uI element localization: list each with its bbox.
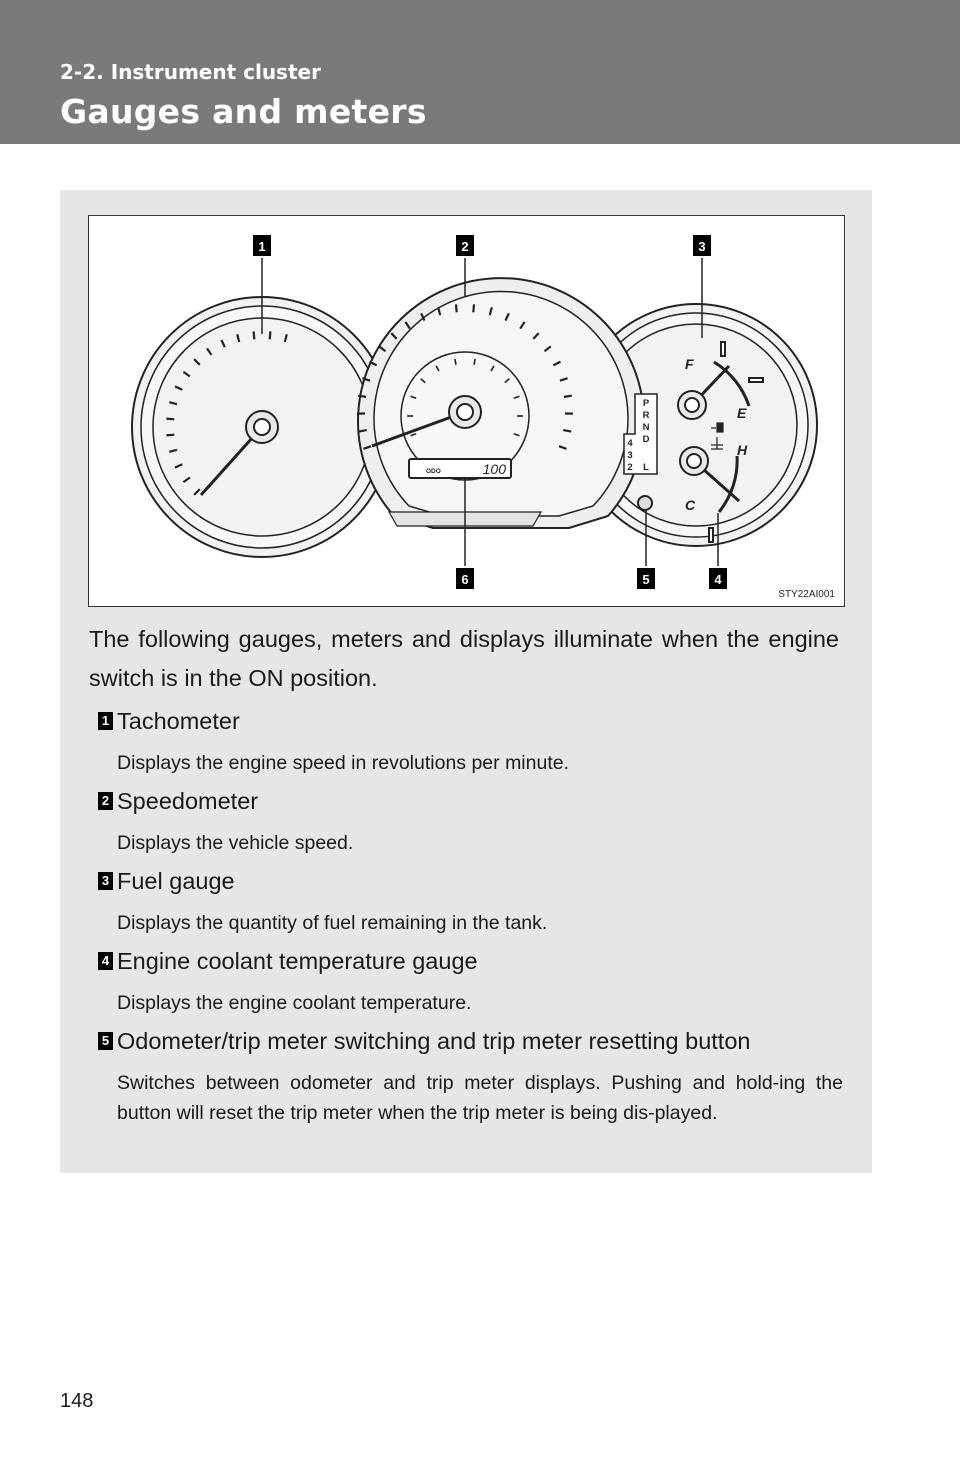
- callout-5: [637, 568, 655, 589]
- speedometer-dial: [357, 278, 657, 528]
- item-number-badge: 2: [98, 792, 113, 810]
- svg-text:N: N: [642, 422, 650, 433]
- svg-text:4: 4: [627, 438, 633, 449]
- dial-tick: [473, 304, 474, 312]
- svg-text:3: 3: [627, 450, 633, 461]
- temp-hot-mark: H: [737, 442, 748, 458]
- dial-tick: [359, 430, 367, 432]
- intro-paragraph: The following gauges, meters and displays illuminate when the engine switch is in the ON position.: [89, 626, 839, 691]
- svg-text:3: 3: [698, 239, 706, 254]
- svg-text:P: P: [642, 398, 650, 409]
- callout-6: [456, 568, 474, 589]
- item-title: Fuel gauge: [117, 868, 235, 894]
- svg-text:1: 1: [258, 239, 266, 254]
- odo-trip-button: [638, 496, 652, 510]
- svg-text:2: 2: [627, 462, 633, 473]
- fuel-full-mark: F: [685, 356, 694, 372]
- page-number: 148: [60, 1390, 94, 1412]
- dial-tick: [358, 396, 366, 397]
- odometer-value: 100: [482, 461, 506, 477]
- callout-2: [456, 235, 474, 256]
- page-title: Gauges and meters: [60, 92, 427, 131]
- item-description: Switches between odometer and trip meter displays. Pushing and hold-ing the button will reset the trip meter when the trip meter is being dis-played.: [117, 1072, 843, 1124]
- callout-3: [693, 235, 711, 256]
- svg-text:L: L: [643, 462, 649, 473]
- item-title: Engine coolant temperature gauge: [117, 948, 478, 974]
- dial-tick: [456, 304, 457, 312]
- callout-4: [709, 568, 727, 589]
- fuel-empty-mark: E: [737, 405, 747, 421]
- svg-text:5: 5: [642, 572, 650, 587]
- tachometer-dial: [132, 297, 392, 557]
- item-title: Tachometer: [117, 708, 240, 734]
- item-number-badge: 4: [98, 952, 113, 970]
- instrument-cluster-illustration: [89, 216, 844, 606]
- dial-tick: [254, 331, 255, 339]
- dial-tick: [564, 396, 572, 397]
- svg-text:R: R: [642, 410, 650, 421]
- item-description: Displays the quantity of fuel remaining in the tank.: [117, 912, 548, 934]
- item-description: Displays the engine coolant temperature.: [117, 992, 472, 1014]
- dial-tick: [455, 359, 456, 365]
- svg-text:4: 4: [714, 572, 722, 587]
- svg-text:2: 2: [461, 239, 469, 254]
- item-description: Displays the vehicle speed.: [117, 832, 354, 854]
- callout-1: [253, 235, 271, 256]
- temp-cold-mark: C: [685, 497, 696, 513]
- item-title: Speedometer: [117, 788, 259, 814]
- svg-text:D: D: [642, 434, 650, 445]
- item-number-badge: 3: [98, 872, 113, 890]
- dial-tick: [166, 419, 174, 420]
- dial-tick: [270, 331, 271, 339]
- item-title: Odometer/trip meter switching and trip meter resetting button: [117, 1028, 751, 1054]
- dial-tick: [563, 430, 571, 432]
- instrument-cluster-figure: [88, 215, 845, 607]
- dial-tick: [166, 435, 174, 436]
- figure-code: STY22AI001: [778, 589, 835, 600]
- chapter-header: [0, 0, 960, 144]
- item-number-badge: 1: [98, 712, 113, 730]
- odometer-label: ODO: [426, 468, 441, 475]
- item-number-badge: 5: [98, 1032, 113, 1050]
- item-description: Displays the engine speed in revolutions per minute.: [117, 752, 570, 774]
- section-label: 2-2. Instrument cluster: [60, 60, 321, 84]
- svg-text:6: 6: [461, 572, 469, 587]
- dial-tick: [474, 359, 475, 365]
